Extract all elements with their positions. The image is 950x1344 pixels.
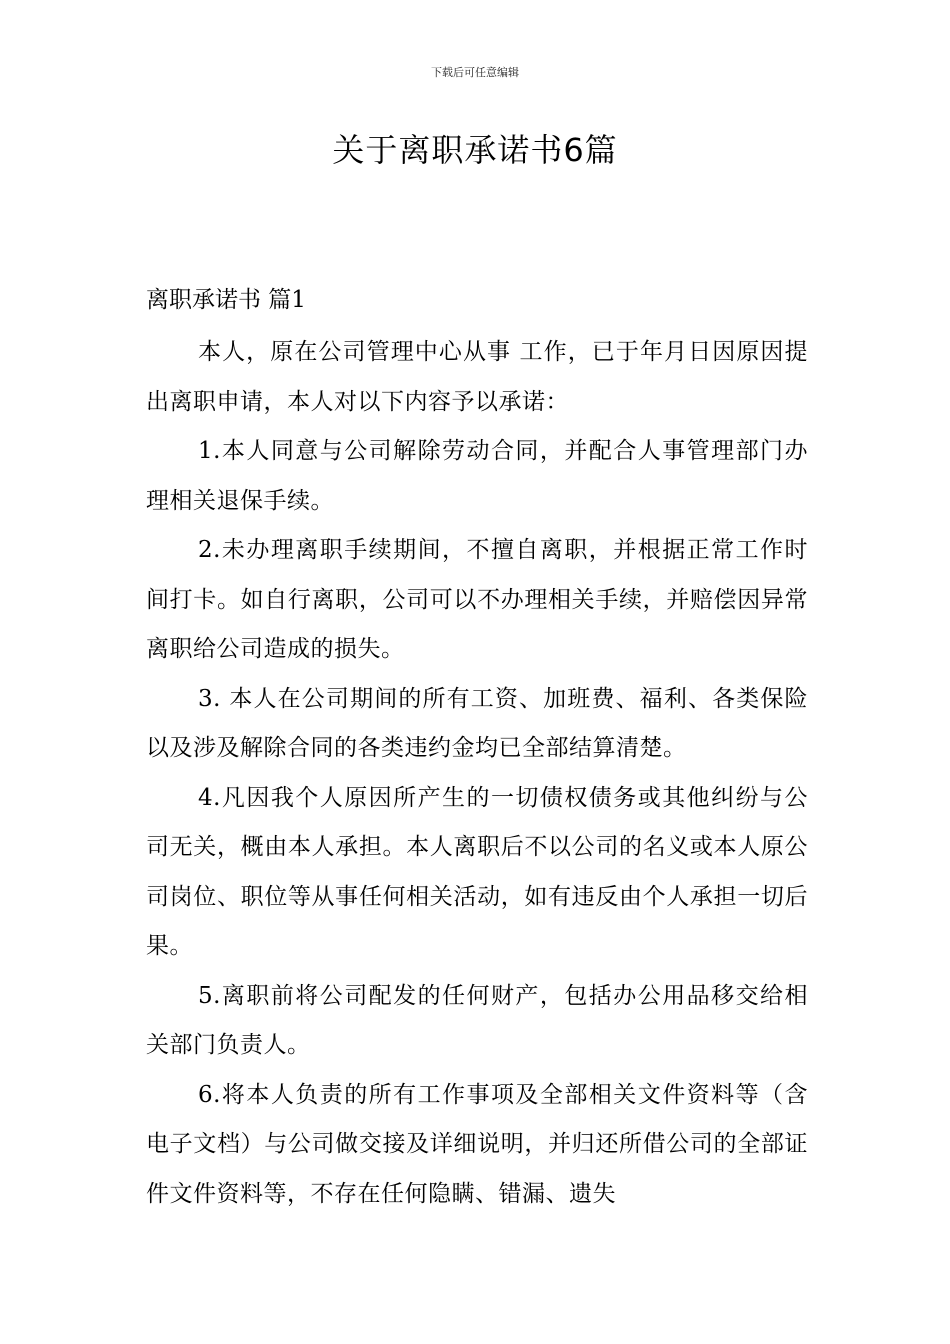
paragraph-item-5: 5.离职前将公司配发的任何财产，包括办公用品移交给相关部门负责人。 bbox=[146, 982, 808, 1058]
paragraph-intro: 本人，原在公司管理中心从事 工作，已于年月日因原因提出离职申请，本人对以下内容予以承诺： bbox=[146, 339, 808, 415]
paragraph-item-2: 2.未办理离职手续期间，不擅自离职，并根据正常工作时间打卡。如自行离职，公司可以不办理相关手续，并赔偿因异常离职给公司造成的损失。 bbox=[146, 537, 808, 662]
document-body bbox=[146, 278, 808, 1219]
document-title: 关于离职承诺书6篇 bbox=[332, 131, 618, 169]
paragraph-item-4: 4.凡因我个人原因所产生的一切债权债务或其他纠纷与公司无关，概由本人承担。本人离职后不以公司的名义或本人原公司岗位、职位等从事任何相关活动，如有违反由个人承担一切后果。 bbox=[146, 784, 808, 959]
paragraph-item-3: 3. 本人在公司期间的所有工资、加班费、福利、各类保险以及涉及解除合同的各类违约金均已全部结算清楚。 bbox=[146, 685, 808, 761]
header-note: 下载后可任意编辑 bbox=[431, 66, 519, 79]
section-heading: 离职承诺书 篇1 bbox=[146, 287, 306, 313]
paragraph-item-6: 6.将本人负责的所有工作事项及全部相关文件资料等（含电子文档）与公司做交接及详细说明，并归还所借公司的全部证件文件资料等，不存在任何隐瞒、错漏、遗失 bbox=[146, 1081, 808, 1207]
paragraph-item-1: 1.本人同意与公司解除劳动合同，并配合人事管理部门办理相关退保手续。 bbox=[146, 438, 808, 514]
